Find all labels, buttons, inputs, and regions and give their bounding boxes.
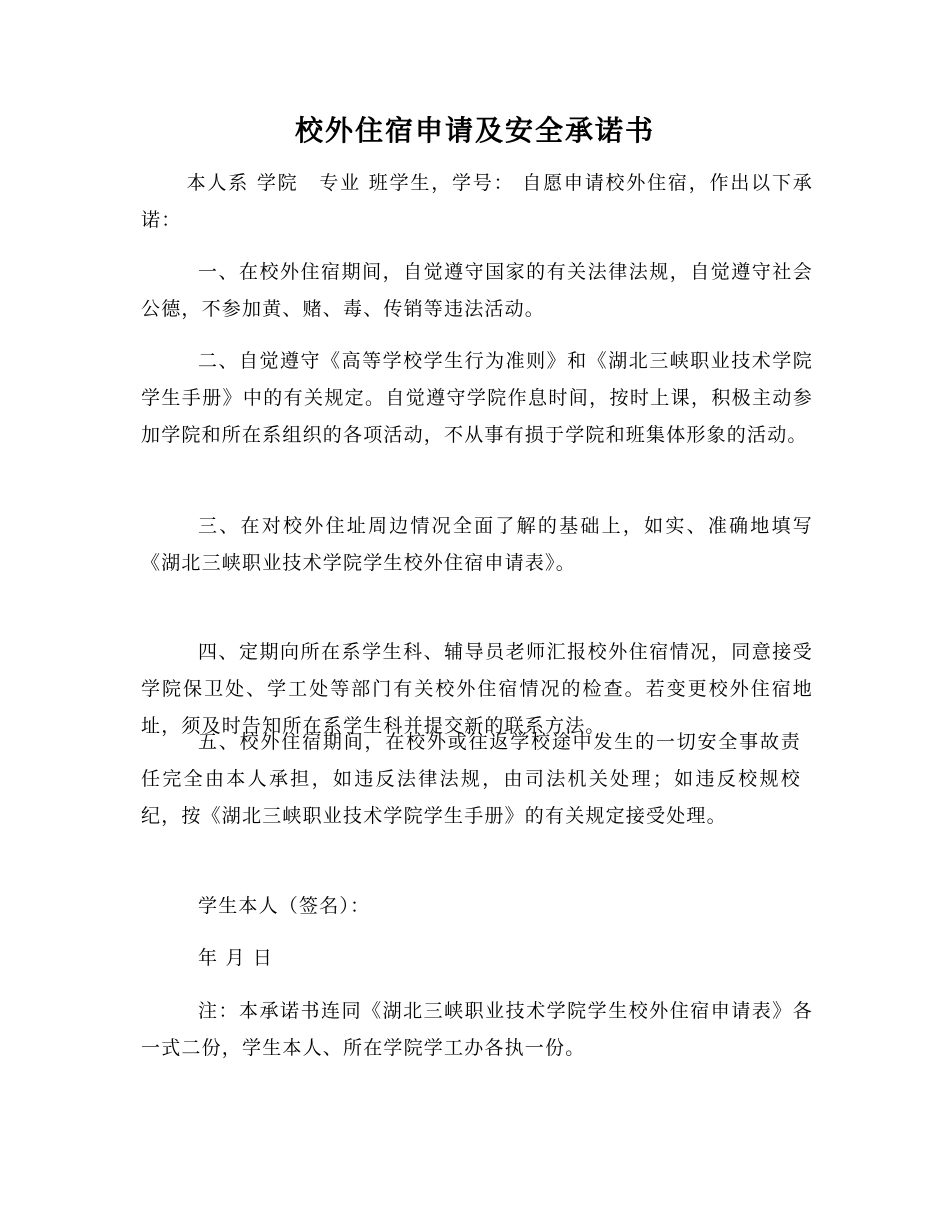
commitment-item-1: 一、在校外住宿期间，自觉遵守国家的有关法律法规，自觉遵守社会公德，不参加黄、赌、毒、传销等违法活动。 (141, 261, 813, 320)
commitment-item-5: 五、校外住宿期间，在校外或往返学校途中发生的一切安全事故责任完全由本人承担，如违反法律法规，由司法机关处理；如违反校规校纪，按《湖北三峡职业技术学院学生手册》的有关规定接受处理。 (141, 731, 801, 827)
document-title: 校外住宿申请及安全承诺书 (294, 114, 655, 147)
date-label: 年 月 日 (198, 947, 274, 969)
signature-label: 学生本人（签名）： (198, 895, 371, 917)
commitment-item-2: 二、自觉遵守《高等学校学生行为准则》和《湖北三峡职业技术学院学生手册》中的有关规定。自觉遵守学院作息时间，按时上课，积极主动参加学院和所在系组织的各项活动，不从事有损于学院和班集体形象的活动。 (141, 350, 813, 446)
commitment-item-3: 三、在对校外住址周边情况全面了解的基础上，如实、准确地填写《湖北三峡职业技术学院学生校外住宿申请表》。 (141, 515, 813, 574)
intro-paragraph: 本人系 学院 专业 班学生，学号： 自愿申请校外住宿，作出以下承诺： (141, 172, 813, 231)
commitment-item-4: 四、定期向所在系学生科、辅导员老师汇报校外住宿情况，同意接受学院保卫处、学工处等部门有关校外住宿情况的检查。若变更校外住宿地址，须及时告知所在系学生科并提交新的联系方法。 (141, 641, 813, 737)
note-paragraph: 注：本承诺书连同《湖北三峡职业技术学院学生校外住宿申请表》各一式二份，学生本人、所在学院学工办各执一份。 (141, 1000, 813, 1059)
